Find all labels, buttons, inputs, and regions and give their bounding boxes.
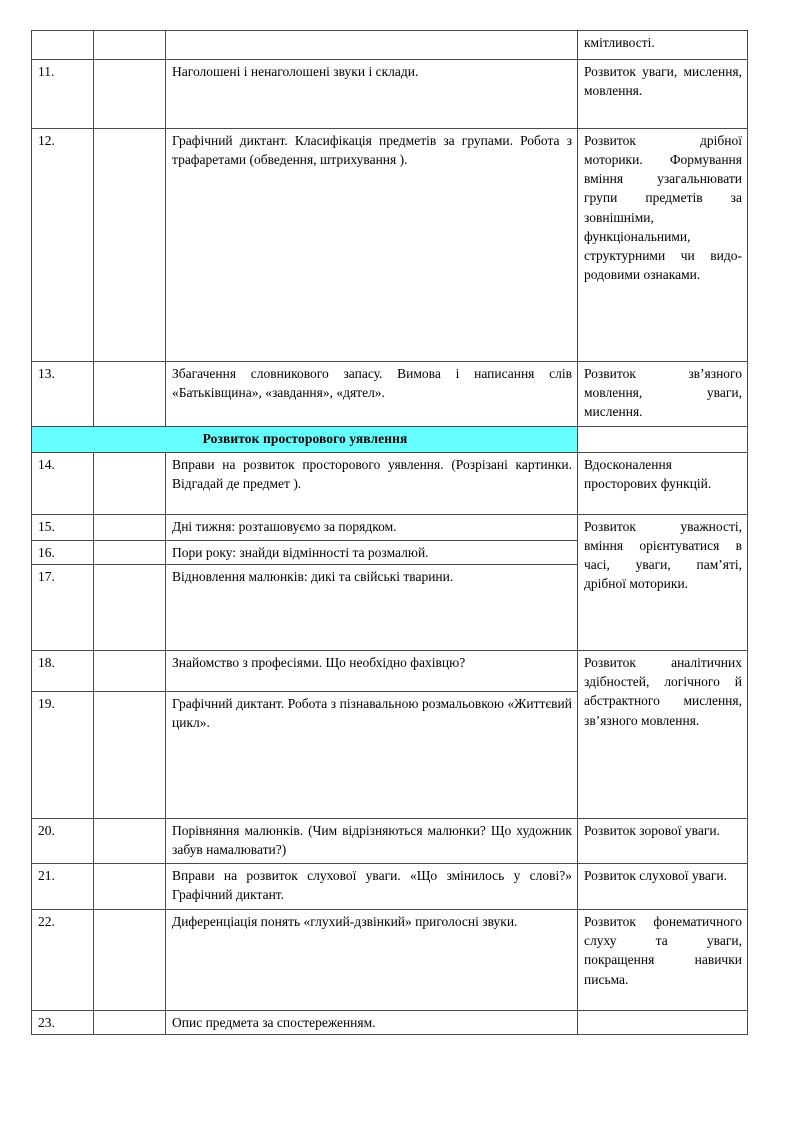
row-date-cell — [94, 453, 166, 515]
lesson-plan-table — [31, 30, 748, 1035]
table-row — [32, 60, 748, 129]
row-theme-cell: Знайомство з професіями. Що необхідно фахівцю? — [166, 651, 578, 692]
row-number-cell — [32, 31, 94, 60]
row-date-cell — [94, 910, 166, 1011]
table-row — [32, 819, 748, 864]
table-row — [32, 651, 748, 692]
table-row — [32, 129, 748, 362]
row-number-cell: 20. — [32, 819, 94, 864]
row-date-cell — [94, 819, 166, 864]
row-goal-cell: Вдосконалення просторових функцій. — [578, 453, 748, 515]
table-row — [32, 864, 748, 910]
table-row — [32, 31, 748, 60]
row-date-cell — [94, 692, 166, 819]
row-theme-cell: Збагачення словникового запасу. Вимова і написання слів «Батьківщина», «завдання», «дятел». — [166, 362, 578, 427]
row-theme-cell: Диференціація понять «глухий-дзвінкий» приголосні звуки. — [166, 910, 578, 1011]
row-date-cell — [94, 515, 166, 541]
row-date-cell — [94, 565, 166, 651]
row-goal-cell: Розвиток фонематичного слуху та уваги, покращення навички письма. — [578, 910, 748, 1011]
section-title: Розвиток просторового уявлення — [32, 427, 578, 453]
table-row — [32, 1011, 748, 1035]
row-date-cell — [94, 31, 166, 60]
row-date-cell — [94, 362, 166, 427]
row-date-cell — [94, 651, 166, 692]
row-theme-cell: Графічний диктант. Класифікація предметів за групами. Робота з трафаретами (обведення, штрихування ). — [166, 129, 578, 362]
row-theme-cell: Вправи на розвиток просторового уявлення. (Розрізані картинки. Відгадай де предмет ). — [166, 453, 578, 515]
row-number-cell: 15. — [32, 515, 94, 541]
row-theme-cell: Порівняння малюнків. (Чим відрізняються малюнки? Що художник забув намалювати?) — [166, 819, 578, 864]
row-number-cell: 11. — [32, 60, 94, 129]
row-date-cell — [94, 129, 166, 362]
row-number-cell: 22. — [32, 910, 94, 1011]
row-goal-cell: Розвиток уваги, мислення, мовлення. — [578, 60, 748, 129]
row-number-cell: 16. — [32, 541, 94, 565]
row-goal-cell — [578, 1011, 748, 1035]
row-number-cell: 13. — [32, 362, 94, 427]
row-goal-cell: Розвиток зорової уваги. — [578, 819, 748, 864]
row-number-cell: 23. — [32, 1011, 94, 1035]
table-row — [32, 453, 748, 515]
row-date-cell — [94, 864, 166, 910]
row-theme-cell: Дні тижня: розташовуємо за порядком. — [166, 515, 578, 541]
row-number-cell: 17. — [32, 565, 94, 651]
row-date-cell — [94, 60, 166, 129]
table-row — [32, 515, 748, 541]
row-theme-cell: Графічний диктант. Робота з пізнавальною розмальовкою «Життєвий цикл». — [166, 692, 578, 819]
row-number-cell: 14. — [32, 453, 94, 515]
row-goal-cell: кмітливості. — [578, 31, 748, 60]
section-goal-cell — [578, 427, 748, 453]
row-theme-cell: Вправи на розвиток слухової уваги. «Що змінилось у слові?» Графічний диктант. — [166, 864, 578, 910]
row-theme-cell: Наголошені і ненаголошені звуки і склади. — [166, 60, 578, 129]
row-theme-cell: Відновлення малюнків: дикі та свійські тварини. — [166, 565, 578, 651]
row-goal-cell: Розвиток зв’язного мовлення, уваги, мислення. — [578, 362, 748, 427]
row-goal-cell-merged: Розвиток аналітичних здібностей, логічного й абстрактного мислення, зв’язного мовлення. — [578, 651, 748, 819]
row-goal-cell: Розвиток дрібної моторики. Формування вміння узагальнювати групи предметів за зовнішніми, функціональними, структурними чи видо-родовими ознаками. — [578, 129, 748, 362]
row-theme-cell — [166, 31, 578, 60]
row-number-cell: 12. — [32, 129, 94, 362]
row-number-cell: 18. — [32, 651, 94, 692]
table-row — [32, 910, 748, 1011]
row-number-cell: 19. — [32, 692, 94, 819]
row-date-cell — [94, 541, 166, 565]
row-goal-cell: Розвиток слухової уваги. — [578, 864, 748, 910]
row-theme-cell: Пори року: знайди відмінності та розмалюй. — [166, 541, 578, 565]
row-date-cell — [94, 1011, 166, 1035]
section-header-row — [32, 427, 748, 453]
row-goal-cell-merged: Розвиток уважності, вміння орієнтуватися в часі, уваги, пам’яті, дрібної моторики. — [578, 515, 748, 651]
row-theme-cell: Опис предмета за спостереженням. — [166, 1011, 578, 1035]
row-number-cell: 21. — [32, 864, 94, 910]
table-row — [32, 362, 748, 427]
